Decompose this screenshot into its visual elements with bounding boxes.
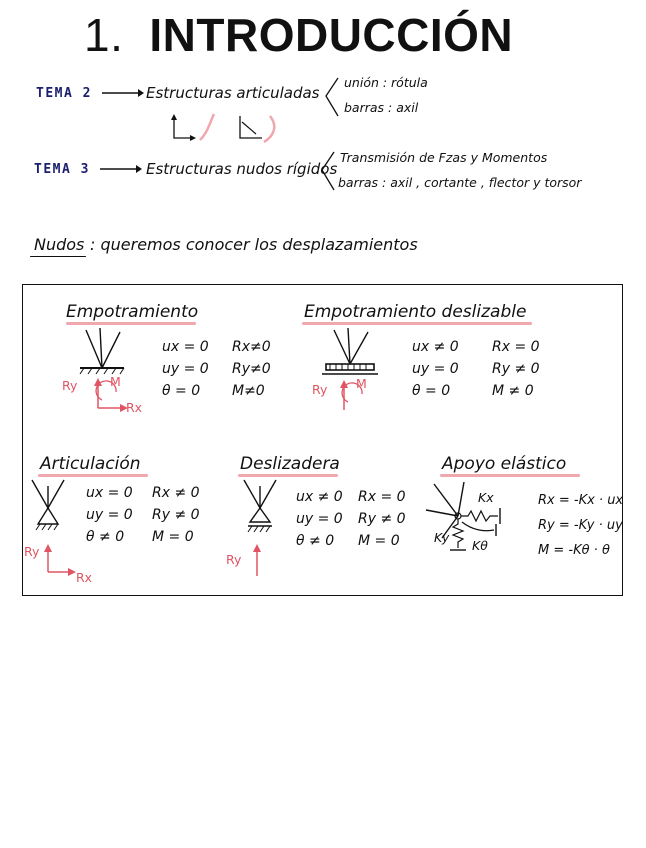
equation-block: ux ≠ 0 uy = 0 θ = 0 xyxy=(412,339,459,399)
empotramiento-deslizable-title: Empotramiento deslizable xyxy=(304,302,527,322)
axes-sketch-icon xyxy=(170,112,290,148)
reaction-block: Rx≠0 Ry≠0 M≠0 xyxy=(232,339,271,399)
nudos-underline xyxy=(30,256,86,257)
tema-3-sub1: Transmisión de Fzas y Momentos xyxy=(340,150,548,165)
brace-icon xyxy=(324,76,340,120)
reaction-m: M xyxy=(110,374,121,389)
title-underline xyxy=(238,474,338,477)
tema-3-sub2: barras : axil , cortante , flector y torsor xyxy=(338,175,582,190)
reaction-ry: Ry xyxy=(62,378,78,393)
fixed-support-icon xyxy=(72,328,132,378)
spring-ktheta: Kθ xyxy=(472,538,488,553)
tema-2-name: Estructuras articuladas xyxy=(146,84,320,102)
title-underline xyxy=(66,322,196,325)
elastic-equations: Rx = -Kx · ux Ry = -Ky · uy M = -Kθ · θ xyxy=(538,493,624,558)
articulacion-title: Articulación xyxy=(40,454,141,474)
roller-support-icon xyxy=(240,478,280,536)
spring-kx: Kx xyxy=(478,490,494,505)
equation-block: ux ≠ 0 uy = 0 θ ≠ 0 xyxy=(296,489,343,549)
reaction-block: Rx ≠ 0 Ry ≠ 0 M = 0 xyxy=(152,485,200,545)
tema-2-label: TEMA 2 xyxy=(36,86,92,101)
reaction-rx: Rx xyxy=(76,570,93,585)
arrow-right-icon xyxy=(100,86,144,100)
reaction-block: Rx = 0 Ry ≠ 0 M ≠ 0 xyxy=(492,339,540,399)
title-underline xyxy=(440,474,580,477)
equation-block: ux = 0 uy = 0 θ ≠ 0 xyxy=(86,485,133,545)
reaction-ry: Ry xyxy=(312,382,328,397)
reaction-ry: Ry xyxy=(24,544,40,559)
pin-support-icon xyxy=(28,478,68,534)
reaction-rx: Rx xyxy=(126,400,143,415)
sliding-fixed-support-icon xyxy=(318,328,382,380)
arrow-right-icon xyxy=(98,162,142,176)
tema-3-label: TEMA 3 xyxy=(34,162,90,177)
brace-icon xyxy=(320,150,336,194)
reaction-arrow-icon xyxy=(250,544,264,578)
spring-ky: Ky xyxy=(434,530,450,545)
deslizadera-title: Deslizadera xyxy=(240,454,340,474)
equation-block: ux = 0 uy = 0 θ = 0 xyxy=(162,339,209,399)
nudos-label: Nudos xyxy=(34,235,85,254)
title-underline xyxy=(38,474,148,477)
page-title: 1. INTRODUCCIÓN xyxy=(84,9,514,61)
apoyo-elastico-title: Apoyo elástico xyxy=(442,454,567,474)
reaction-ry: Ry xyxy=(226,552,242,567)
nudos-text: : queremos conocer los desplazamientos xyxy=(90,235,418,254)
tema-3-name: Estructuras nudos rígidos xyxy=(146,160,338,178)
tema-2-sub1: unión : rótula xyxy=(344,75,428,90)
empotramiento-title: Empotramiento xyxy=(66,302,199,322)
tema-2-sub2: barras : axil xyxy=(344,100,419,115)
reaction-m: M xyxy=(356,376,367,391)
title-underline xyxy=(302,322,532,325)
reaction-block: Rx = 0 Ry ≠ 0 M = 0 xyxy=(358,489,406,549)
